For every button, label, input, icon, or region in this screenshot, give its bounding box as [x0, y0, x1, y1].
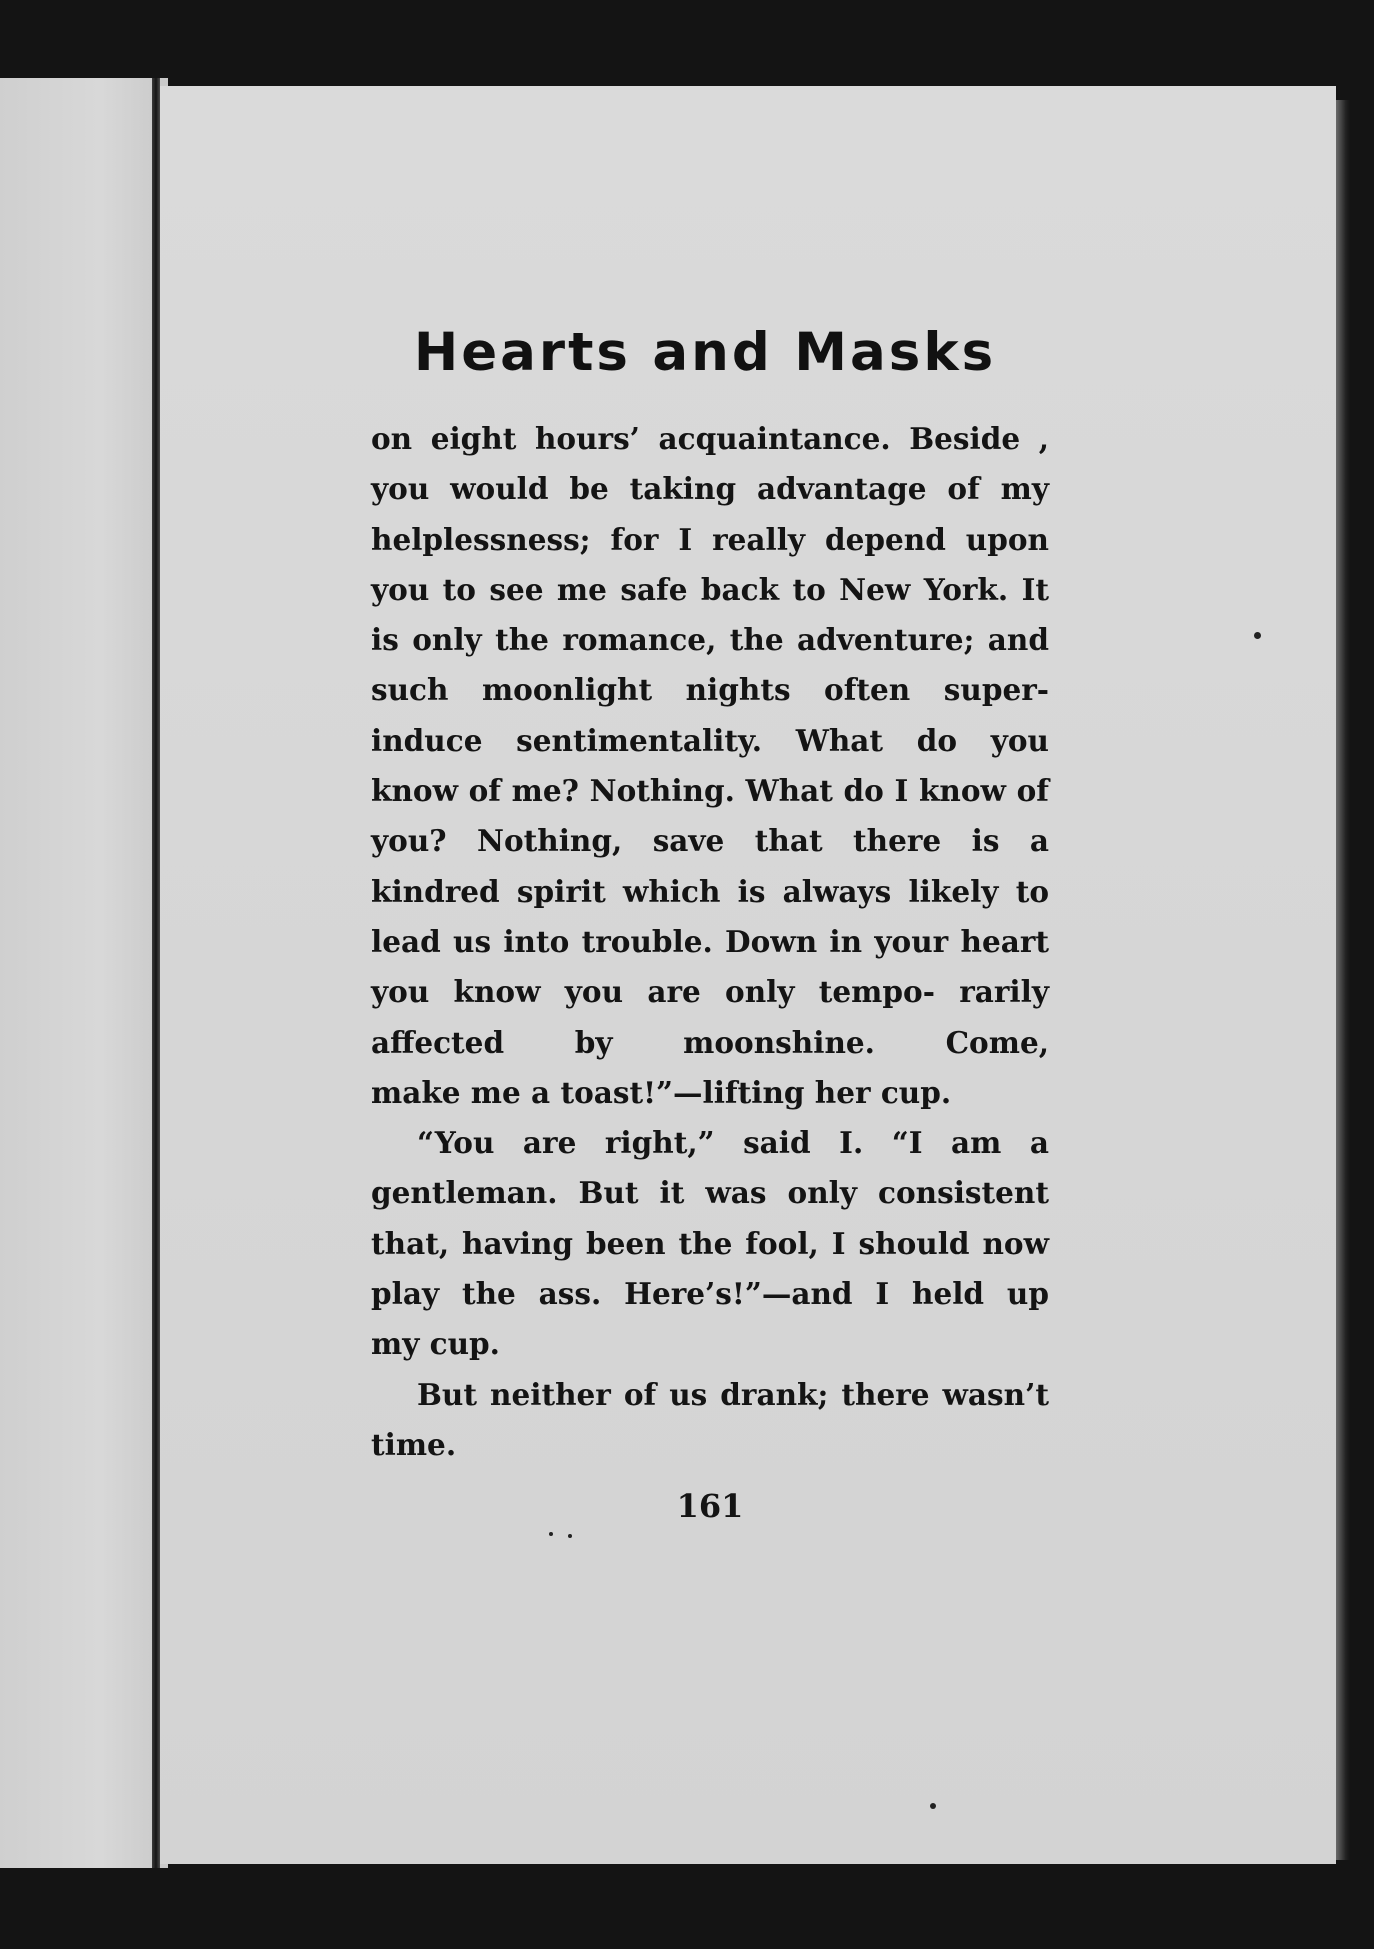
text-line: know of me? Nothing. What do I	[371, 773, 909, 809]
paragraph	[371, 414, 1049, 1068]
text-line: heart you know you are only tempo-	[371, 923, 1049, 1010]
scan-speck	[1254, 632, 1261, 639]
text-line: is a kindred spirit which is always likely	[371, 823, 1049, 909]
text-line: know of you? Nothing, save that there	[371, 773, 1049, 859]
text-line: and such moonlight nights often super-	[371, 622, 1049, 708]
scan-speck	[568, 1534, 572, 1538]
text-line: you would be taking advantage of my	[371, 471, 1049, 507]
text-line: my cup.	[371, 1326, 500, 1362]
text-line: to lead us into trouble. Down in your	[371, 873, 1049, 959]
scan-speck	[930, 1803, 936, 1809]
page-right-edge	[1336, 100, 1350, 1860]
text-line: play the ass. Here’s!”—and I held up	[371, 1276, 1049, 1312]
book-gutter	[152, 78, 160, 1868]
running-head: Hearts and Masks	[413, 322, 997, 383]
text-line: It is only the romance, the adventure;	[371, 571, 1049, 658]
text-line: induce sentimentality. What do you	[371, 722, 1049, 758]
text-line: “You are right,” said I. “I am a	[417, 1125, 1049, 1161]
paragraph	[371, 1370, 1049, 1420]
paragraph-last-line	[371, 1420, 1049, 1470]
paragraph	[371, 1118, 1049, 1319]
scan-speck	[549, 1532, 553, 1536]
paragraph-last-line	[371, 1319, 1049, 1369]
text-line: make me a toast!”—lifting her cup.	[371, 1074, 952, 1110]
text-line: gentleman. But it was only consistent	[371, 1175, 1049, 1211]
text-line: you to see me safe back to New York.	[371, 571, 1009, 607]
page-number: 161	[676, 1487, 744, 1525]
text-line: time.	[371, 1426, 457, 1462]
facing-page-edge	[0, 78, 168, 1868]
text-line: But neither of us drank; there wasn’t	[417, 1376, 1049, 1412]
text-line: that, having been the fool, I should now	[371, 1225, 1049, 1261]
text-line: on eight hours’ acquaintance. Beside ,	[371, 421, 1049, 456]
text-line: rarily affected by moonshine. Come,	[371, 974, 1049, 1060]
paragraph-last-line	[371, 1068, 1049, 1118]
text-line: helplessness; for I really depend upon	[371, 521, 1049, 557]
page-body-text	[371, 414, 1049, 1470]
